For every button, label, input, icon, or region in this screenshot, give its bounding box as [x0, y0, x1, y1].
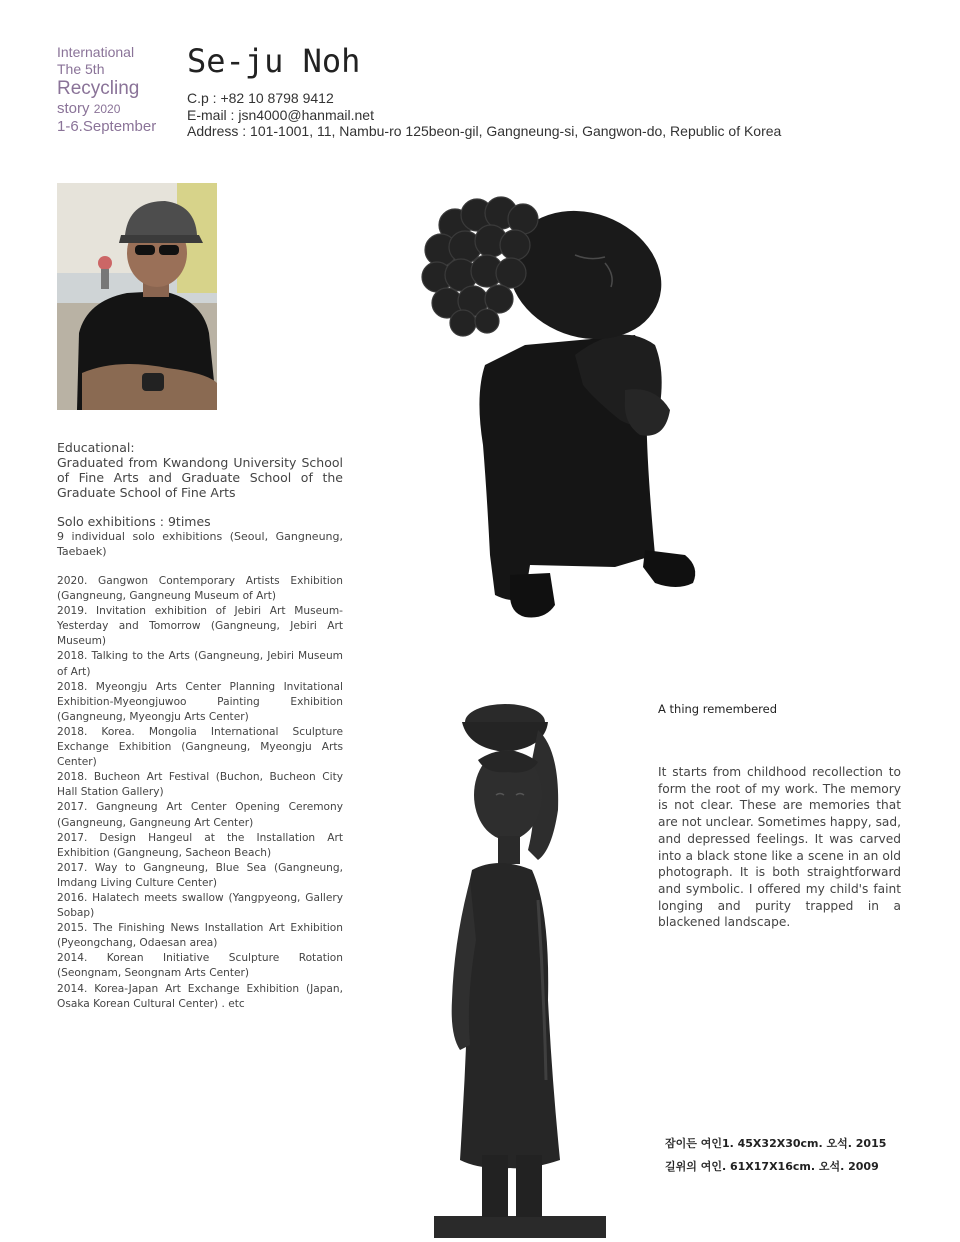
event-dates: 1-6.September	[57, 118, 157, 136]
exhibition-item: 2020. Gangwon Contemporary Artists Exhibition (Gangneung, Gangneung Museum of Art)	[57, 575, 343, 603]
exhibition-item: 2016. Halatech meets swallow (Yangpyeong, Gallery Sobap)	[57, 891, 343, 920]
event-line-story	[57, 100, 156, 118]
exhibition-item: 2018. Talking to the Arts (Gangneung, Jebiri Museum of Art)	[57, 650, 343, 678]
education-text: Graduated from Kwandong University School of Fine Arts and Graduate School of the Graduate School of Fine Arts	[57, 455, 343, 500]
event-line-international: International	[57, 44, 135, 60]
exhibition-item: 2015. The Finishing News Installation Art Exhibition (Pyeongchang, Odaesan area)	[57, 922, 343, 950]
artist-phone: C.p : +82 10 8798 9412	[187, 90, 334, 106]
solo-exhibitions-text: 9 individual solo exhibitions (Seoul, Gangneung, Taebaek)	[57, 530, 343, 558]
event-story-word: story	[57, 100, 90, 118]
solo-exhibitions-heading: Solo exhibitions : 9times	[57, 514, 211, 529]
artist-email: E-mail : jsn4000@hanmail.net	[187, 106, 374, 123]
exhibition-item: 2019. Invitation exhibition of Jebiri Art Museum-Yesterday and Tomorrow (Gangneung, Jebiri Art Museum)	[57, 605, 343, 648]
sculpture-sleeping-woman-photo	[415, 195, 705, 625]
artist-address: Address : 101-1001, 11, Nambu-ro 125beon-gil, Gangneung-si, Gangwon-do, Republic of Korea	[187, 123, 782, 139]
caption-woman-on-road: 길위의 여인. 61X17X16cm. 오석. 2009	[665, 1160, 879, 1173]
education-heading: Educational:	[57, 440, 135, 455]
sculpture-woman-on-road	[420, 700, 620, 1238]
exhibition-list	[57, 574, 343, 1012]
event-block	[57, 44, 156, 136]
exhibition-item: 2014. Korean Initiative Sculpture Rotation (Seongnam, Seongnam Arts Center)	[57, 952, 343, 980]
exhibition-item: 2017. Gangneung Art Center Opening Ceremony (Gangneung, Gangneung Art Center)	[57, 801, 343, 829]
artist-portrait-photo	[57, 183, 217, 410]
sculpture-sleeping-woman	[415, 195, 705, 625]
exhibition-item: 2017. Design Hangeul at the Installation Art Exhibition (Gangneung, Sacheon Beach)	[57, 831, 343, 859]
artist-name: Se-ju Noh	[187, 42, 361, 80]
exhibition-item: 2014. Korea-Japan Art Exchange Exhibition (Japan, Osaka Korean Cultural Center) . etc	[57, 982, 343, 1010]
artist-bio	[57, 440, 343, 1012]
exhibition-item: 2017. Way to Gangneung, Blue Sea (Gangneung, Imdang Living Culture Center)	[57, 861, 343, 889]
exhibition-item: 2018. Bucheon Art Festival (Buchon, Bucheon City Hall Station Gallery)	[57, 771, 343, 799]
caption-sleeping-woman: 잠이든 여인1. 45X32X30cm. 오석. 2015	[665, 1137, 887, 1150]
event-line-edition: The 5th	[57, 60, 105, 77]
event-year: 2020	[93, 102, 121, 117]
work-title: A thing remembered	[658, 702, 778, 716]
portrait-illustration	[57, 183, 217, 410]
exhibition-item: 2018. Myeongju Arts Center Planning Invitational Exhibition-Myeongjuwoo Painting Exhibition (Gangneung, Myeongju Arts Center)	[57, 680, 343, 723]
exhibition-item: 2018. Korea. Mongolia International Sculpture Exchange Exhibition (Gangneung, Myeongju Arts Center)	[57, 725, 343, 769]
work-description: It starts from childhood recollection to form the root of my work. The memory is not clear. These are memories that are not unclear. Sometimes happy, sad, and depressed feelings. It was carved into a black stone like a scene in an old photograph. It is both straightforward and symbolic. I offered my child's faint longing and purity trapped in a blackened landscape.	[658, 765, 901, 930]
contact-block	[187, 90, 781, 140]
sculpture-woman-on-road-photo	[420, 700, 620, 1238]
event-line-recycling: Recycling	[57, 77, 140, 99]
